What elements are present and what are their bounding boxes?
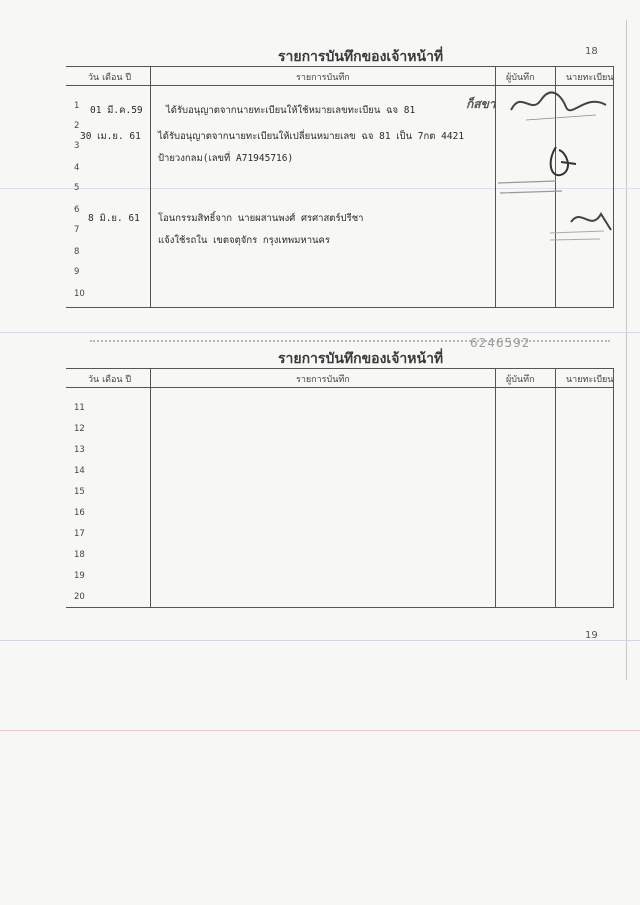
row-number: 8 bbox=[74, 247, 80, 257]
row-number: 20 bbox=[74, 592, 85, 602]
stamp-image bbox=[496, 175, 566, 205]
header-date: วัน เดือน ปี bbox=[88, 375, 132, 385]
row-number: 10 bbox=[74, 289, 85, 299]
entry-date: 8 มิ.ย. 61 bbox=[88, 213, 140, 224]
header-record: รายการบันทึก bbox=[296, 73, 350, 83]
page-title: รายการบันทึกของเจ้าหน้าที่ bbox=[278, 49, 444, 65]
row-number: 4 bbox=[74, 163, 80, 173]
row-number: 15 bbox=[74, 487, 85, 497]
column-divider bbox=[495, 369, 496, 607]
header-recorder: ผู้บันทึก bbox=[506, 375, 535, 385]
recorder-note: ก็สขา bbox=[466, 97, 496, 111]
column-divider bbox=[150, 67, 151, 307]
scan-line bbox=[0, 332, 640, 333]
table-header bbox=[66, 67, 613, 86]
row-number: 14 bbox=[74, 466, 85, 476]
row-number: 11 bbox=[74, 403, 85, 413]
row-number: 9 bbox=[74, 267, 80, 277]
entry-text: ป้ายวงกลม(เลขที่ A71945716) bbox=[158, 153, 294, 164]
entry-text: แจ้งใช้รถใน เขตจตุจักร กรุงเทพมหานคร bbox=[158, 235, 330, 246]
row-number: 3 bbox=[74, 141, 80, 151]
row-number: 5 bbox=[74, 183, 80, 193]
header-registrar: นายทะเบียน bbox=[566, 73, 614, 83]
column-divider bbox=[555, 369, 556, 607]
row-number: 1 bbox=[74, 101, 80, 111]
scan-line bbox=[0, 730, 640, 731]
page-number: 18 bbox=[585, 46, 598, 57]
records-table-top bbox=[66, 66, 614, 308]
scan-line bbox=[0, 640, 640, 641]
row-number: 18 bbox=[74, 550, 85, 560]
signature-image bbox=[506, 85, 611, 125]
row-number: 17 bbox=[74, 529, 85, 539]
row-number: 16 bbox=[74, 508, 85, 518]
entry-text: โอนกรรมสิทธิ์จาก นายผสานพงศ์ ศรศาสตร์ปรีชา bbox=[158, 213, 364, 224]
stamp-image bbox=[548, 227, 608, 245]
row-number: 6 bbox=[74, 205, 80, 215]
row-number: 13 bbox=[74, 445, 85, 455]
table-header bbox=[66, 369, 613, 388]
header-date: วัน เดือน ปี bbox=[88, 73, 132, 83]
entry-date: 30 เม.ย. 61 bbox=[80, 131, 141, 142]
header-record: รายการบันทึก bbox=[296, 375, 350, 385]
row-number: 7 bbox=[74, 225, 80, 235]
column-divider bbox=[150, 369, 151, 607]
entry-text: ได้รับอนุญาตจากนายทะเบียนให้เปลี่ยนหมายเลข ฉจ 81 เป็น 7กต 4421 bbox=[158, 131, 465, 142]
header-recorder: ผู้บันทึก bbox=[506, 73, 535, 83]
serial-number: 6246592 bbox=[470, 336, 531, 350]
row-number: 12 bbox=[74, 424, 85, 434]
entry-text: ได้รับอนุญาตจากนายทะเบียนให้ใช้หมายเลขทะเบียน ฉจ 81 bbox=[166, 105, 416, 116]
perforation bbox=[90, 340, 610, 342]
row-number: 2 bbox=[74, 121, 80, 131]
page-number: 19 bbox=[585, 630, 598, 641]
page-title: รายการบันทึกของเจ้าหน้าที่ bbox=[278, 351, 444, 367]
records-table-bottom bbox=[66, 368, 614, 608]
row-number: 19 bbox=[74, 571, 85, 581]
entry-date: 01 มี.ค.59 bbox=[90, 105, 143, 116]
header-registrar: นายทะเบียน bbox=[566, 375, 614, 385]
